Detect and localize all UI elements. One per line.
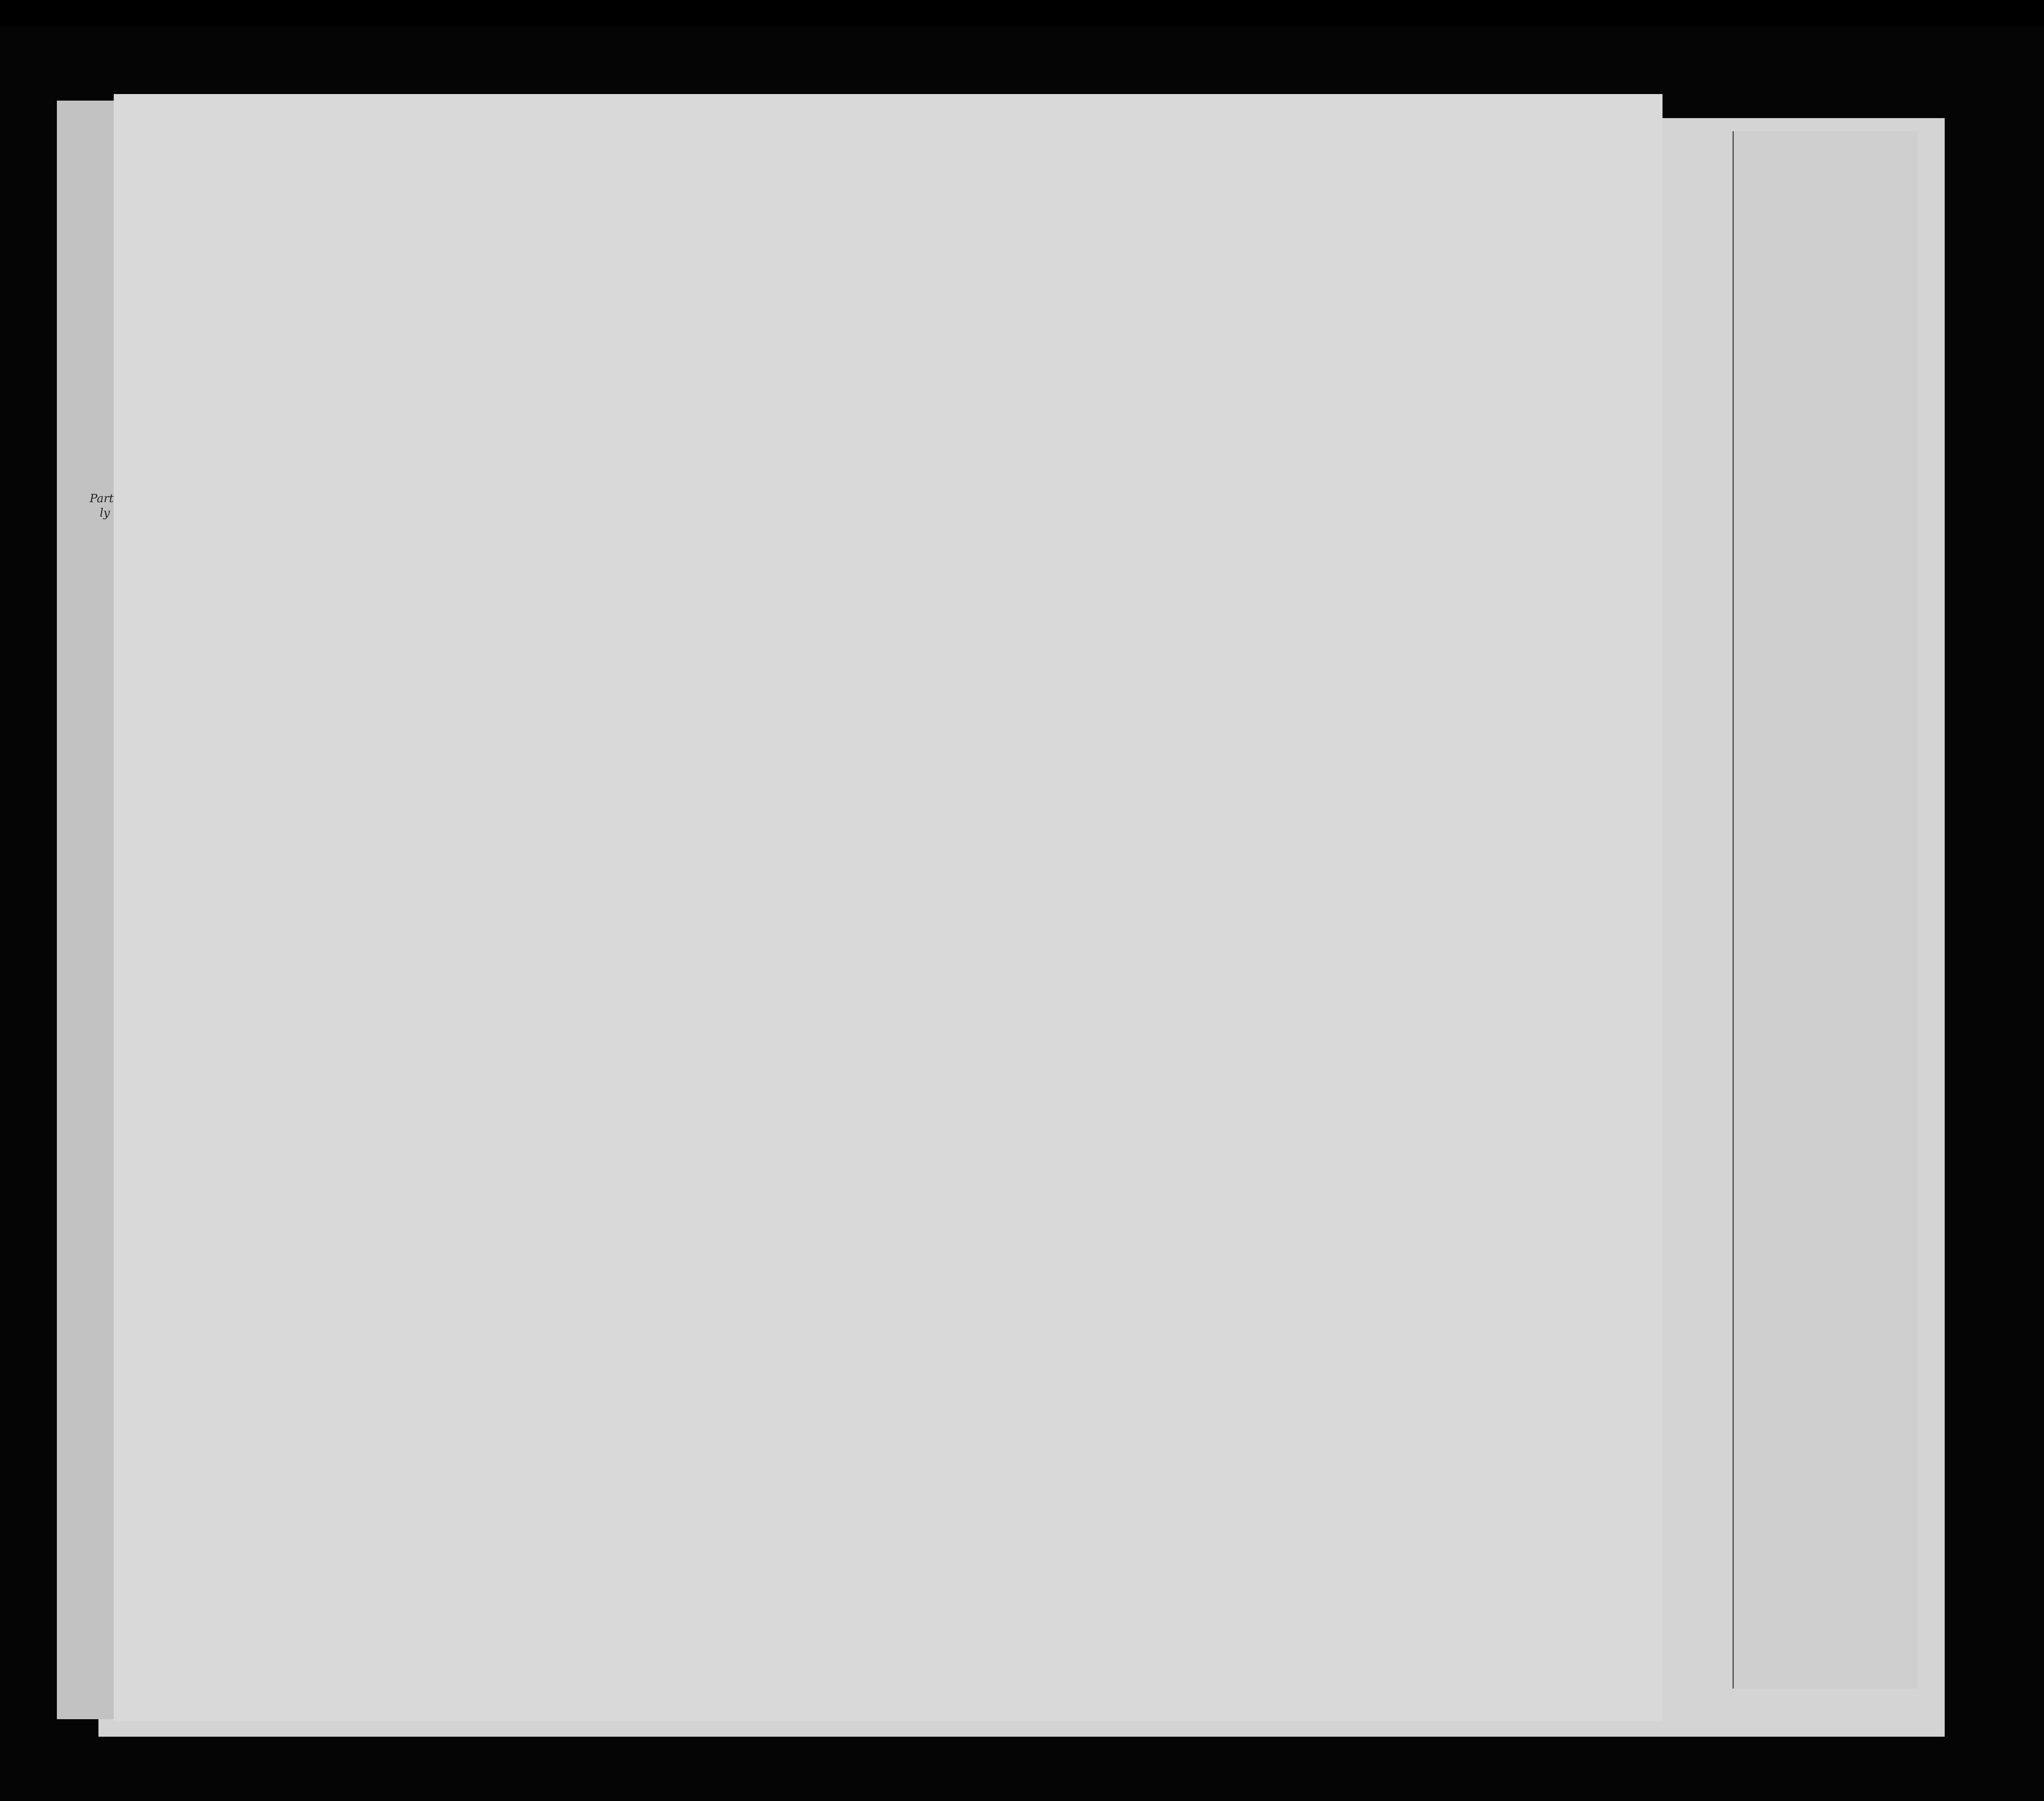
header-left-ticket bbox=[98, 341, 110, 464]
header-married bbox=[654, 381, 665, 468]
left-note-ly: ly bbox=[100, 507, 110, 520]
left-note-part: Part bbox=[90, 492, 114, 505]
